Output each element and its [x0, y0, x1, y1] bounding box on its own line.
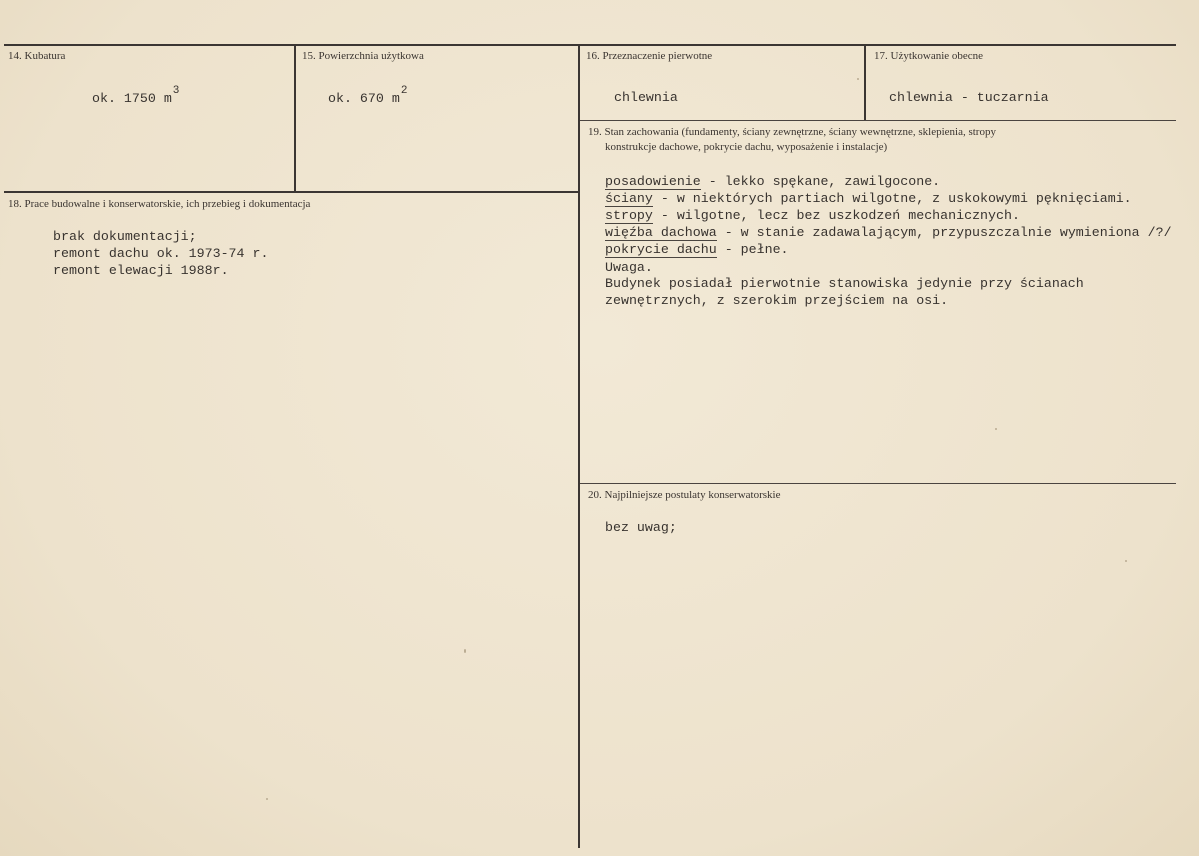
field-18-label: 18. Prace budowalne i konserwatorskie, ich przebieg i dokumentacja — [8, 198, 311, 210]
main-divider — [578, 46, 580, 848]
field-18-line-2: remont dachu ok. 1973-74 r. — [53, 246, 269, 261]
field-19-label-line-1: 19. Stan zachowania (fundamenty, ściany zewnętrzne, ściany wewnętrzne, sklepienia, stropy — [588, 126, 996, 138]
field-18-line-1: brak dokumentacji; — [53, 229, 197, 244]
condition-term: pokrycie dachu — [605, 242, 717, 257]
field-14-label: 14. Kubatura — [8, 50, 66, 62]
condition-desc: - lekko spękane, zawilgocone. — [700, 174, 941, 189]
field-14-value — [92, 85, 180, 109]
paper-speck — [1125, 560, 1127, 562]
condition-item — [605, 173, 940, 191]
condition-desc: - wilgotne, lecz bez uszkodzeń mechanicznych. — [652, 208, 1020, 223]
rule-16-19 — [580, 120, 1176, 121]
field-17-value: chlewnia - tuczarnia — [889, 90, 1049, 105]
condition-term: więźba dachowa — [605, 225, 717, 240]
area-value: ok. 670 m — [328, 91, 400, 106]
condition-item — [605, 207, 1020, 225]
field-19-label-line-2: konstrukcje dachowe, pokrycie dachu, wyposażenie i instalacje) — [605, 141, 888, 153]
condition-term: stropy — [605, 208, 653, 223]
condition-desc: - pełne. — [716, 242, 789, 257]
field-20-value: bez uwag; — [605, 520, 677, 535]
paper-speck — [266, 798, 268, 800]
condition-desc: - w stanie zadawalającym, przypuszczalnie wymieniona /?/ — [716, 225, 1172, 240]
field-15-value — [328, 85, 408, 109]
note-title: Uwaga. — [605, 260, 653, 275]
paper-speck — [857, 78, 859, 80]
divider-14-15 — [294, 46, 296, 192]
paper-speck — [464, 649, 466, 653]
kubatura-unit-exponent: 3 — [172, 85, 180, 97]
condition-item — [605, 241, 789, 259]
field-15-label: 15. Powierzchnia użytkowa — [302, 50, 424, 62]
condition-item — [605, 190, 1132, 208]
note-line-2: zewnętrznych, z szerokim przejściem na osi. — [605, 293, 949, 308]
condition-desc: - w niektórych partiach wilgotne, z uskokowymi pęknięciami. — [652, 191, 1132, 206]
kubatura-value: ok. 1750 m — [92, 91, 172, 106]
field-17-label: 17. Użytkowanie obecne — [874, 50, 984, 62]
divider-16-17 — [864, 46, 866, 120]
area-unit-exponent: 2 — [400, 85, 408, 97]
field-16-label: 16. Przeznaczenie pierwotne — [586, 50, 713, 62]
rule-19-20 — [580, 483, 1176, 484]
condition-term: posadowienie — [605, 174, 701, 189]
condition-term: ściany — [605, 191, 653, 206]
top-rule — [4, 44, 1176, 46]
rule-14-18 — [4, 191, 578, 193]
field-18-line-3: remont elewacji 1988r. — [53, 263, 229, 278]
paper-speck — [995, 428, 997, 430]
field-16-value: chlewnia — [614, 90, 678, 105]
field-20-label: 20. Najpilniejsze postulaty konserwatorskie — [588, 489, 781, 501]
note-line-1: Budynek posiadał pierwotnie stanowiska jedynie przy ścianach — [605, 276, 1084, 291]
condition-item — [605, 224, 1172, 242]
